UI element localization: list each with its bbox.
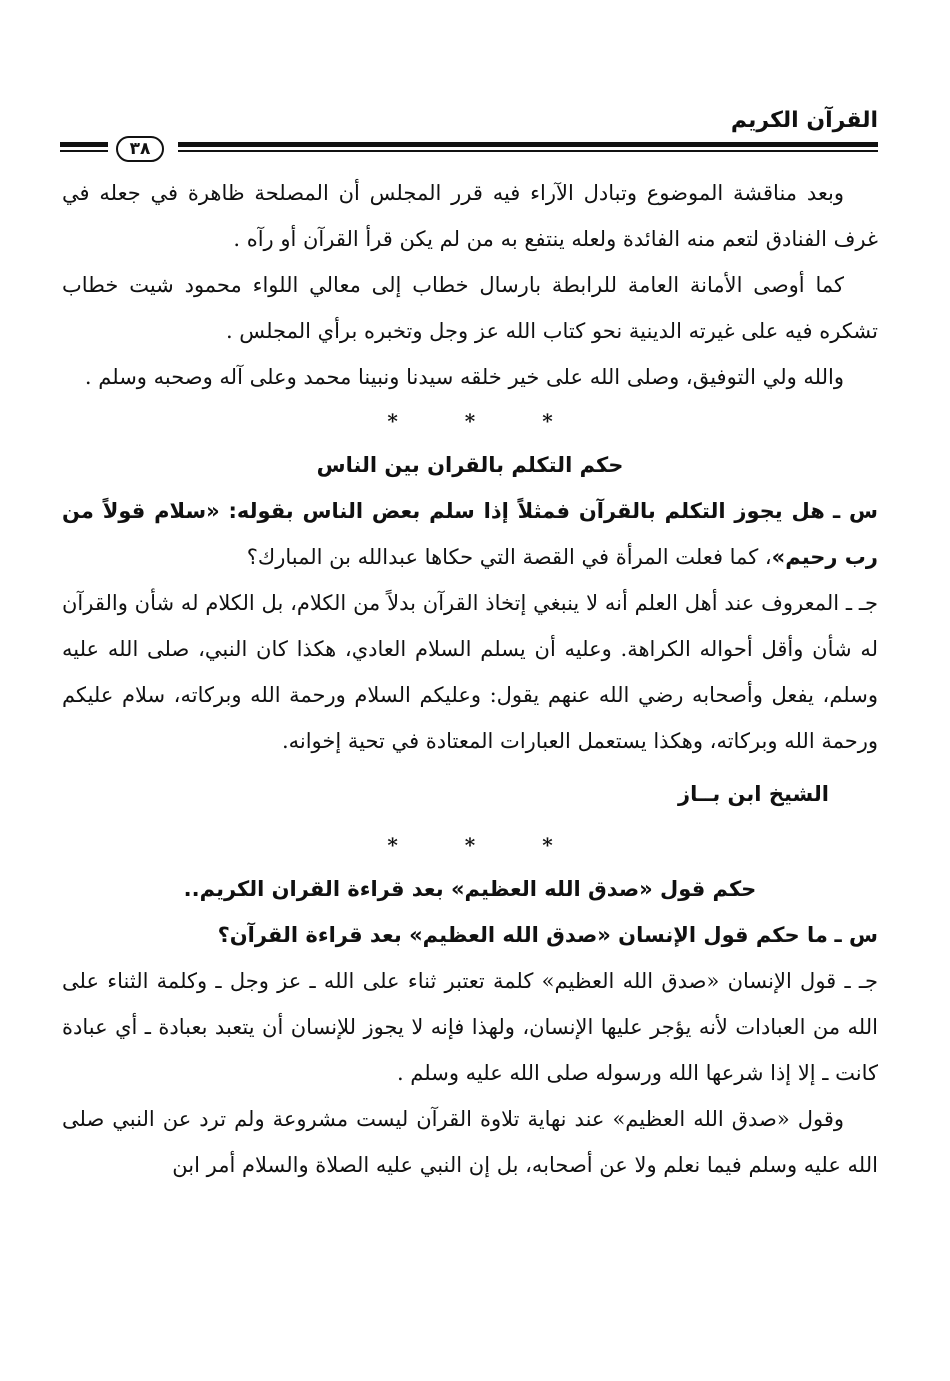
- section-separator-2: * * *: [387, 833, 583, 857]
- header-rule-thick: [178, 142, 878, 147]
- paragraph-closing: والله ولي التوفيق، وصلى الله على خير خلقه سيدنا ونبينا محمد وعلى آله وصحبه وسلم .: [84, 365, 844, 389]
- answer-1: جـ ـ المعروف عند أهل العلم أنه لا ينبغي إتخاذ القرآن بدلاً من الكلام، بل الكلام له شأن والقرآن له شأن وأقل أحواله الكراهة. وعليه أن يسلم السلام العادي، هكذا كان النبي، صلى الله عليه وسلم، يفعل وأصحابه رضي الله عنهم يقول: وعليكم السلام ورحمة الله وبركاته، سلام عليكم ورحمة الله وبركاته، وهكذا يستعمل العبارات المعتادة في تحية إخوانه.: [62, 591, 878, 753]
- section-heading-sadaqallah: حكم قول «صدق الله العظيم» بعد قراءة القران الكريم..: [183, 877, 757, 901]
- page-body: [62, 170, 878, 1188]
- page-header: [60, 104, 878, 164]
- book-title: القرآن الكريم: [730, 108, 878, 133]
- paragraph-recommendation: كما أوصى الأمانة العامة للرابطة بارسال خطاب إلى معالي اللواء محمود شيت خطاب تشكره فيه على غيرته الدينية نحو كتاب الله عز وجل وتخبره برأي المجلس .: [62, 273, 878, 343]
- paragraph-council-decision: وبعد مناقشة الموضوع وتبادل الآراء فيه قرر المجلس أن المصلحة ظاهرة في جعله في غرف الفنادق لتعم منه الفائدة ولعله ينتفع به من لم يكن قرأ القرآن أو رآه .: [62, 181, 878, 251]
- question-1-rest: ، كما فعلت المرأة في القصة التي حكاها عبدالله بن المبارك؟: [246, 545, 772, 569]
- signature-ibn-baz: الشيخ ابن بــاز: [678, 782, 829, 806]
- question-1: [62, 488, 878, 580]
- section-heading-speaking-quran: حكم التكلم بالقران بين الناس: [316, 453, 624, 477]
- question-2-label: س ـ: [834, 923, 878, 947]
- question-1-label: س ـ: [832, 499, 878, 523]
- signature-row: [62, 764, 878, 824]
- question-2-text: ما حكم قول الإنسان «صدق الله العظيم» بعد قراءة القرآن؟: [217, 923, 828, 947]
- section-separator: * * *: [387, 409, 583, 433]
- answer-2: جـ ـ قول الإنسان «صدق الله العظيم» كلمة تعتبر ثناء على الله ـ عز وجل ـ وكلمة الثناء على الله من العبادات لأنه يؤجر عليها الإنسان، ولهذا فإنه لا يجوز للإنسان أن يتعبد بعبادة ـ أي عبادة كانت ـ إلا إذا شرعها الله ورسوله صلى الله عليه وسلم .: [62, 969, 878, 1085]
- question-1-text: هل يجوز التكلم بالقرآن فمثلاً إذا سلم بعض الناس بقوله: «سلام قولاً من رب رحيم»: [62, 499, 878, 569]
- page-number-dash-thin: [60, 150, 108, 152]
- paragraph-continuation: وقول «صدق الله العظيم» عند نهاية تلاوة القرآن ليست مشروعة ولم ترد عن النبي صلى الله عليه وسلم فيما نعلم ولا عن أصحابه، بل إن النبي عليه الصلاة والسلام أمر ابن: [62, 1107, 878, 1177]
- header-rule-thin: [178, 150, 878, 152]
- page-number: ٣٨: [116, 136, 164, 162]
- page-number-dash-thick: [60, 142, 108, 147]
- question-2: [62, 912, 878, 958]
